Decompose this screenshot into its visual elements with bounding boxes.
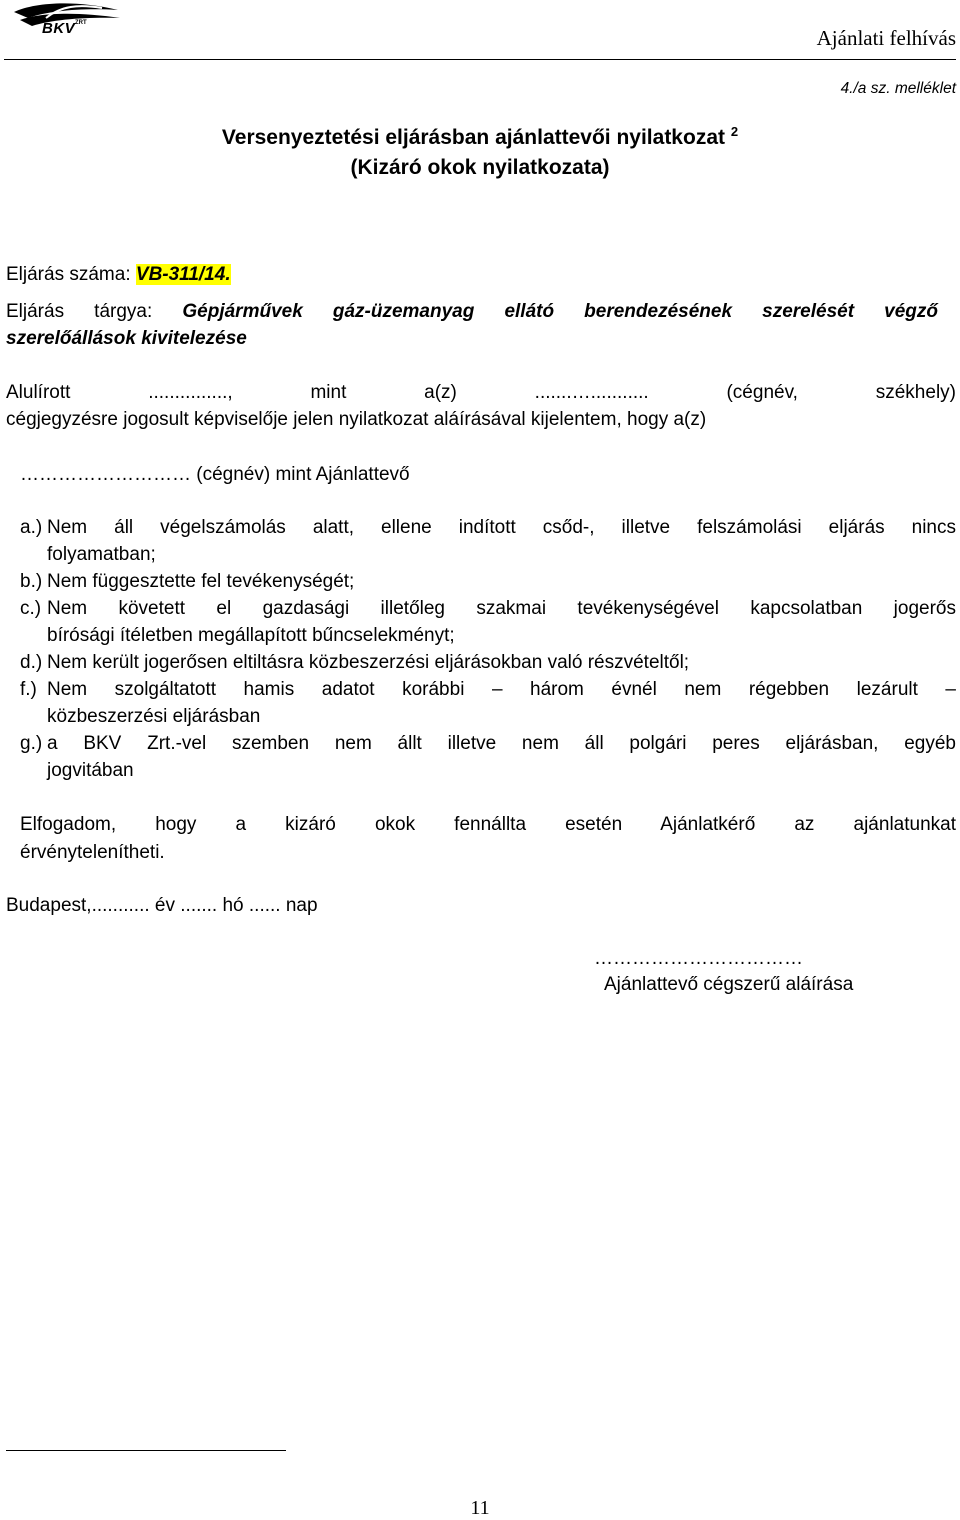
procedure-subject-line2: szerelőállások kivitelezése bbox=[6, 328, 247, 349]
list-item bbox=[20, 569, 956, 596]
logo-text: BKV bbox=[42, 20, 76, 37]
page-number: 11 bbox=[470, 1497, 490, 1519]
list-item-line: Nem szolgáltatott hamis adatot korábbi – három évnél nem régebben lezárult – bbox=[47, 679, 956, 700]
list-item-letter: b.) bbox=[20, 571, 43, 592]
list-item-line: Nem függesztette fel tevékenységét; bbox=[47, 571, 355, 592]
list-item-letter: g.) bbox=[20, 733, 43, 754]
list-item-line: Nem követett el gazdasági illetőleg szakmai tevékenységével kapcsolatban jogerős bbox=[47, 598, 956, 619]
list-item-letter: f.) bbox=[20, 679, 37, 700]
list-item bbox=[20, 731, 956, 785]
list-item-letter: c.) bbox=[20, 598, 42, 619]
document-subtitle: (Kizáró okok nyilatkozata) bbox=[350, 156, 610, 179]
header-title: Ajánlati felhívás bbox=[816, 26, 956, 50]
procedure-subject-line1 bbox=[6, 299, 938, 325]
list-item bbox=[20, 650, 956, 677]
list-item-line: bírósági ítéletben megállapított bűncselekményt; bbox=[47, 625, 455, 646]
list-item-line: Nem került jogerősen eltiltásra közbeszerzési eljárásokban való részvételtől; bbox=[47, 652, 690, 673]
place-date: Budapest,........... év ....... hó ...... nap bbox=[6, 895, 318, 916]
footnote-reference: 2 bbox=[730, 124, 739, 139]
header-divider bbox=[4, 59, 956, 60]
declaration-line1: Alulírott ..............., mint a(z) .......…........... (cégnév, székhely) bbox=[6, 382, 956, 403]
logo-suffix: ZRT bbox=[75, 20, 87, 26]
procedure-number bbox=[6, 262, 231, 288]
list-item-line: Nem áll végelszámolás alatt, ellene indított csőd-, illetve felszámolási eljárás nincs bbox=[47, 517, 956, 538]
declaration-line3: ……………………… (cégnév) mint Ajánlattevő bbox=[20, 464, 410, 485]
procedure-subject-value: Gépjárművek gáz-üzemanyag ellátó berendezésének szerelését végző bbox=[182, 301, 938, 322]
acceptance-line1: Elfogadom, hogy a kizáró okok fennállta esetén Ajánlatkérő az ajánlatunkat bbox=[20, 814, 956, 835]
list-item-line: folyamatban; bbox=[47, 544, 156, 565]
list-item-line: a BKV Zrt.-vel szemben nem állt illetve nem áll polgári peres eljárásban, egyéb bbox=[47, 733, 956, 754]
footnote-divider bbox=[6, 1450, 286, 1451]
list-item-letter: d.) bbox=[20, 652, 43, 673]
signature-dots: …………………………… bbox=[594, 948, 803, 969]
acceptance-line2: érvénytelenítheti. bbox=[20, 842, 165, 863]
signature-label: Ajánlattevő cégszerű aláírása bbox=[604, 974, 854, 995]
list-item-line: jogvitában bbox=[47, 760, 134, 781]
procedure-number-value: VB-311/14. bbox=[135, 264, 231, 285]
document-title bbox=[0, 124, 960, 150]
list-item bbox=[20, 596, 956, 650]
list-item bbox=[20, 515, 956, 569]
declaration-line2: cégjegyzésre jogosult képviselője jelen nyilatkozat aláírásával kijelentem, hogy a(z) bbox=[6, 409, 707, 430]
list-item-letter: a.) bbox=[20, 517, 43, 538]
annex-label: 4./a sz. melléklet bbox=[840, 80, 956, 97]
bkv-logo bbox=[6, 0, 124, 44]
list-item-line: közbeszerzési eljárásban bbox=[47, 706, 261, 727]
procedure-subject-label: Eljárás tárgya: bbox=[6, 301, 153, 322]
list-item bbox=[20, 677, 956, 731]
procedure-number-label: Eljárás száma: bbox=[6, 264, 131, 285]
title-line1: Versenyeztetési eljárásban ajánlattevői nyilatkozat bbox=[221, 126, 725, 149]
